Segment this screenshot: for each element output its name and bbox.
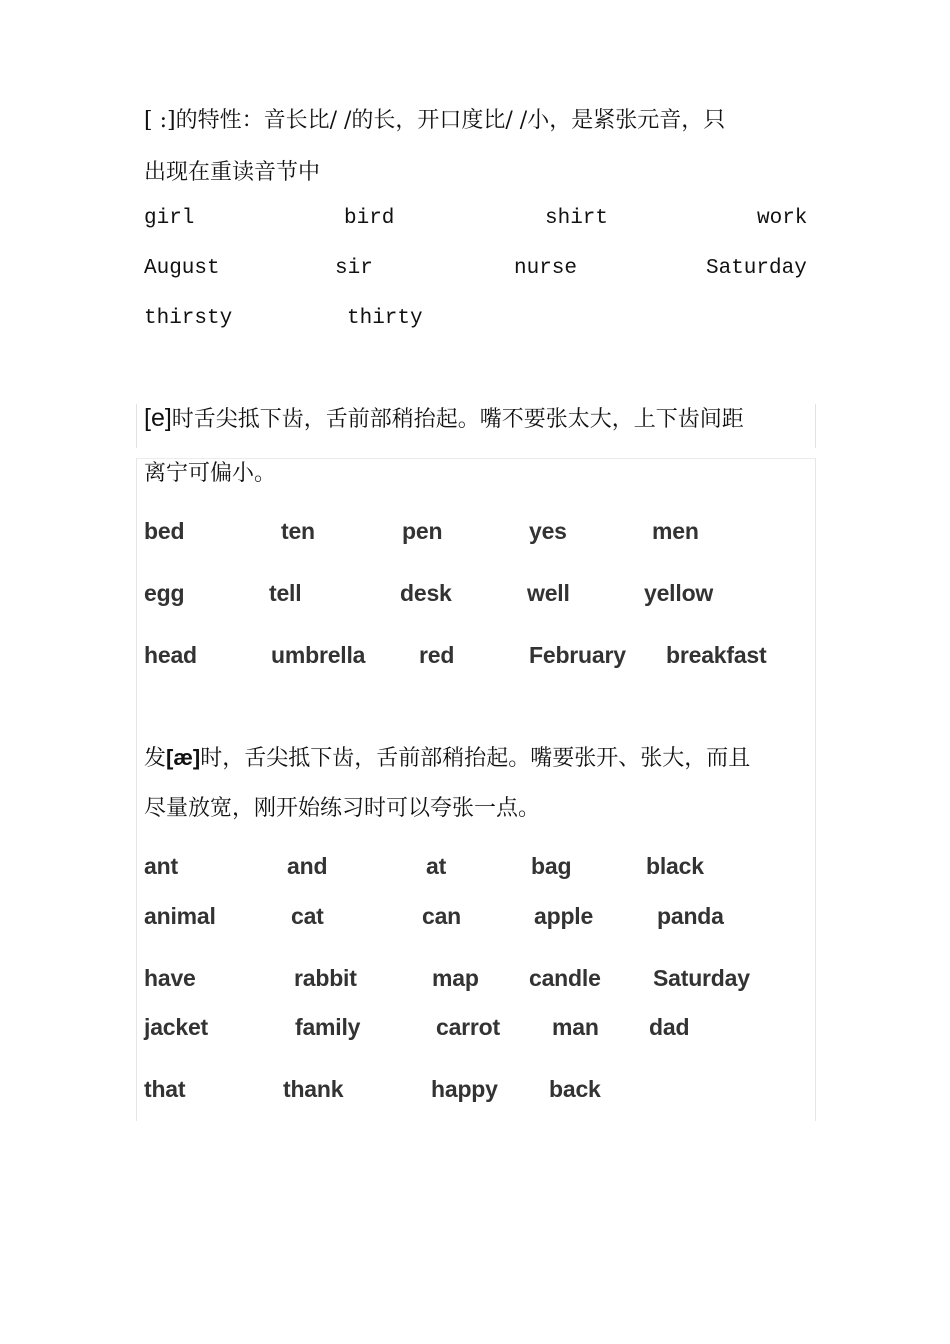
- word: pen: [402, 518, 443, 544]
- word: family: [295, 1014, 361, 1040]
- word: dad: [649, 1014, 690, 1040]
- word: map: [432, 965, 479, 991]
- word: animal: [144, 903, 216, 929]
- e-description-line2: 离宁可偏小。: [144, 461, 277, 486]
- e-text-1: 时舌尖抵下齿，舌前部稍抬起。嘴不要张太大，上下齿间距: [171, 407, 744, 432]
- er-symbol: [ :]: [144, 108, 176, 133]
- word: well: [527, 580, 570, 606]
- word: bag: [531, 853, 572, 879]
- word: rabbit: [294, 965, 357, 991]
- er-text-1: 的特性：音长比/ /的长，开口度比/ /小，是紧张元音，只: [175, 108, 726, 133]
- ae-description-line2: 尽量放宽，刚开始练习时可以夸张一点。: [144, 796, 541, 821]
- er-description-line1: [144, 103, 725, 134]
- word: candle: [529, 965, 601, 991]
- word: have: [144, 965, 196, 991]
- word: bird: [344, 207, 395, 230]
- word: black: [646, 853, 704, 879]
- word: carrot: [436, 1014, 500, 1040]
- word: thank: [283, 1076, 344, 1102]
- word: can: [422, 903, 462, 929]
- word: men: [652, 518, 699, 544]
- word: nurse: [514, 257, 578, 280]
- word: thirty: [347, 307, 423, 330]
- word: bed: [144, 518, 185, 544]
- word: head: [144, 642, 197, 668]
- ae-description-line1: [144, 741, 750, 772]
- word: August: [144, 257, 220, 280]
- e-description-line1: [144, 402, 744, 433]
- e-symbol: [e]: [144, 404, 172, 432]
- word: egg: [144, 580, 185, 606]
- word: shirt: [545, 207, 609, 230]
- word: sir: [335, 257, 373, 280]
- word: man: [552, 1014, 599, 1040]
- word: work: [757, 207, 808, 230]
- er-description-line2: 出现在重读音节中: [144, 160, 321, 185]
- word: yes: [529, 518, 567, 544]
- word: that: [144, 1076, 186, 1102]
- word: Saturday: [706, 257, 807, 280]
- word: Saturday: [653, 965, 750, 991]
- word: umbrella: [271, 642, 366, 668]
- word: jacket: [144, 1014, 209, 1040]
- word: girl: [144, 207, 195, 230]
- ae-prefix: 发: [144, 746, 167, 771]
- ae-symbol: [æ]: [166, 745, 201, 770]
- word: desk: [400, 580, 452, 606]
- word: at: [426, 853, 447, 879]
- word: ten: [281, 518, 315, 544]
- word: panda: [657, 903, 724, 929]
- word: yellow: [644, 580, 714, 606]
- word: cat: [291, 903, 324, 929]
- ae-text-1: 时，舌尖抵下齿，舌前部稍抬起。嘴要张开、张大，而且: [200, 746, 751, 771]
- word: breakfast: [666, 642, 767, 668]
- word: ant: [144, 853, 178, 879]
- word: thirsty: [144, 307, 233, 330]
- word: red: [419, 642, 455, 668]
- word: and: [287, 853, 328, 879]
- word: tell: [269, 580, 302, 606]
- word: back: [549, 1076, 601, 1102]
- word: happy: [431, 1076, 498, 1102]
- word: apple: [534, 903, 594, 929]
- word: February: [529, 642, 626, 668]
